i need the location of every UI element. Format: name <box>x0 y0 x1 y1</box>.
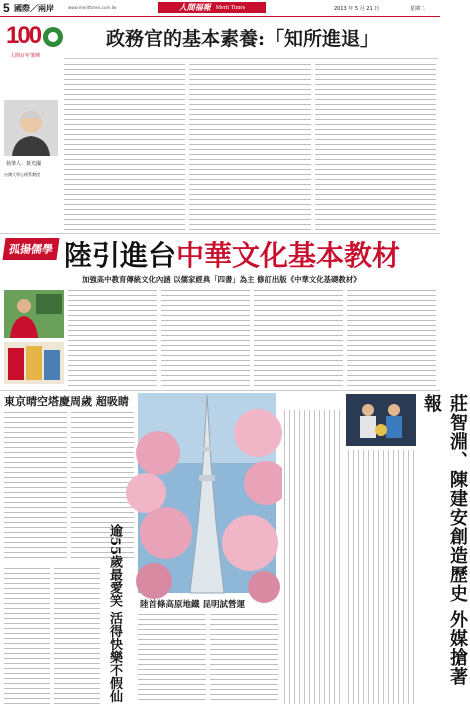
elderly-headline: 逾55歲最愛笑 活得快樂不假仙 <box>107 524 122 703</box>
feature-body-col-3 <box>254 288 343 388</box>
middle-body <box>282 410 342 704</box>
kunming-body-col-2 <box>210 612 278 704</box>
feature-body-col-4 <box>347 288 436 388</box>
feature-body <box>68 288 436 388</box>
middle-body-col-1 <box>282 410 342 704</box>
issue-date: 2013 年 5 月 21 日 <box>334 6 380 12</box>
skytree-photo <box>138 393 276 593</box>
teacher-illustration <box>4 290 64 338</box>
kunming-body-col-1 <box>138 612 206 704</box>
feature-section-divider <box>0 390 440 391</box>
logo-number: 100 <box>6 22 41 49</box>
issue-weekday: 星期二 <box>410 6 426 12</box>
tokyo-body-col-1 <box>4 410 67 560</box>
skytree-illustration <box>138 393 276 593</box>
tokyo-body-col-2 <box>71 410 134 560</box>
tokyo-headline: 東京晴空塔慶周歲 超吸睛 <box>4 395 129 408</box>
feature-photo-books <box>4 342 64 384</box>
top-header <box>0 0 440 16</box>
column-body <box>64 62 436 230</box>
feature-photo-teacher <box>4 290 64 338</box>
page-number: 5 <box>3 1 10 15</box>
feature-subtitle: 加強高中教育傳統文化內涵 以儒家經典「四書」為主 修訂出版《中華文化基礎教材》 <box>82 275 361 284</box>
author-caption: 執筆人：黃光國 <box>6 161 42 167</box>
players-illustration <box>346 394 416 446</box>
sports-body-col-1 <box>346 450 416 704</box>
sports-headline: 莊智淵、陳建安創造歷史 外媒搶著報 <box>421 394 468 687</box>
feature-headline-prefix: 陸引進台 <box>64 239 177 272</box>
books-illustration <box>4 342 64 384</box>
logo-flower-icon <box>42 26 64 48</box>
feature-headline <box>64 234 400 274</box>
masthead-english: Merit Times <box>215 4 246 11</box>
feature-tag <box>2 238 59 260</box>
column-logo <box>4 22 64 62</box>
banner-divider <box>64 58 438 59</box>
elderly-body-col-2 <box>54 566 100 704</box>
feature-body-col-2 <box>161 288 250 388</box>
column-body-col-1 <box>64 62 185 230</box>
column-headline: 政務官的基本素養:「知所進退」 <box>106 28 380 50</box>
elderly-body <box>4 566 100 704</box>
table-tennis-photo <box>346 394 416 446</box>
column-body-col-3 <box>315 62 436 230</box>
logo-caption: 人間百年筆陣 <box>10 53 41 59</box>
header-divider <box>0 16 440 17</box>
feature-headline-red: 中華文化基本教材 <box>176 239 401 272</box>
site-url: www.merittimes.com.tw <box>68 5 117 10</box>
sports-body <box>346 450 416 704</box>
kunming-caption: 陸首條高原地鐵 昆明試營運 <box>140 600 245 610</box>
elderly-body-col-1 <box>4 566 50 704</box>
author-title: 台灣大學心理系教授 <box>4 172 40 177</box>
section-label: 國際／兩岸 <box>14 4 54 13</box>
masthead-title: 人間福報 <box>178 2 211 12</box>
feature-tag-text: 孤揚儒學 <box>8 243 54 256</box>
author-portrait <box>4 100 58 156</box>
masthead <box>158 2 266 13</box>
portrait-illustration <box>4 100 58 156</box>
column-body-col-2 <box>189 62 310 230</box>
feature-body-col-1 <box>68 288 157 388</box>
kunming-body <box>138 612 278 704</box>
